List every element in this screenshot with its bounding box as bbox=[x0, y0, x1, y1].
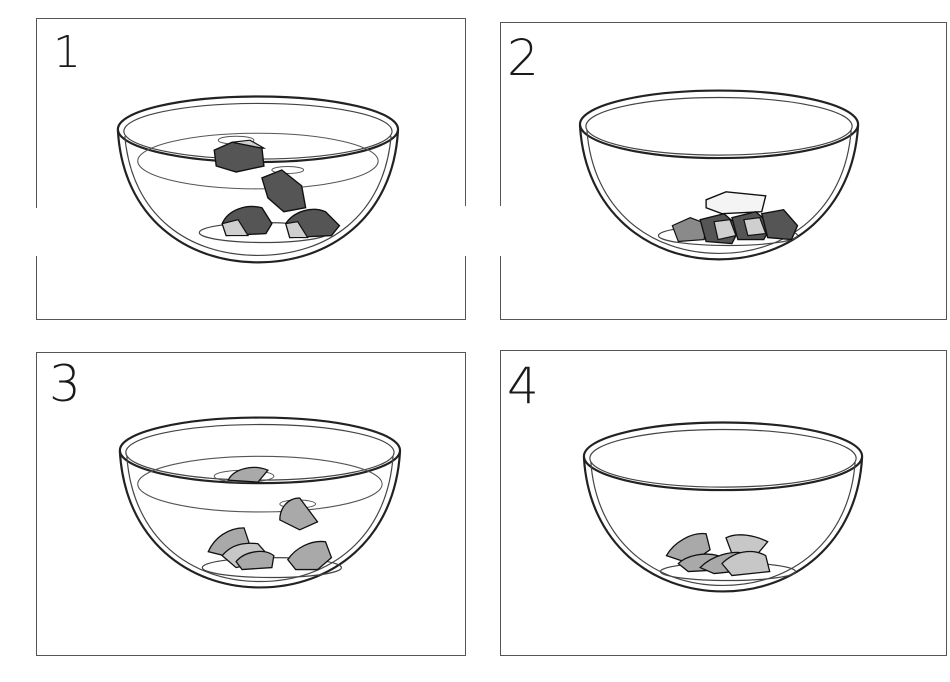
panel-4 bbox=[500, 350, 947, 656]
gap-strip bbox=[424, 206, 548, 256]
panel-number: 1 bbox=[53, 27, 81, 78]
empty-bowl-with-wedges bbox=[501, 351, 946, 655]
panel-2 bbox=[500, 22, 947, 320]
panel-number: 2 bbox=[507, 29, 539, 87]
gap-strip bbox=[0, 208, 66, 256]
bowl-with-water-and-wedges bbox=[37, 353, 465, 655]
panel-3 bbox=[36, 352, 466, 656]
panel-1 bbox=[36, 18, 466, 320]
bowl-with-water-and-cubes bbox=[37, 19, 465, 319]
panel-number: 3 bbox=[49, 355, 81, 413]
empty-bowl-with-cubes bbox=[501, 23, 946, 319]
panel-number: 4 bbox=[507, 357, 539, 415]
